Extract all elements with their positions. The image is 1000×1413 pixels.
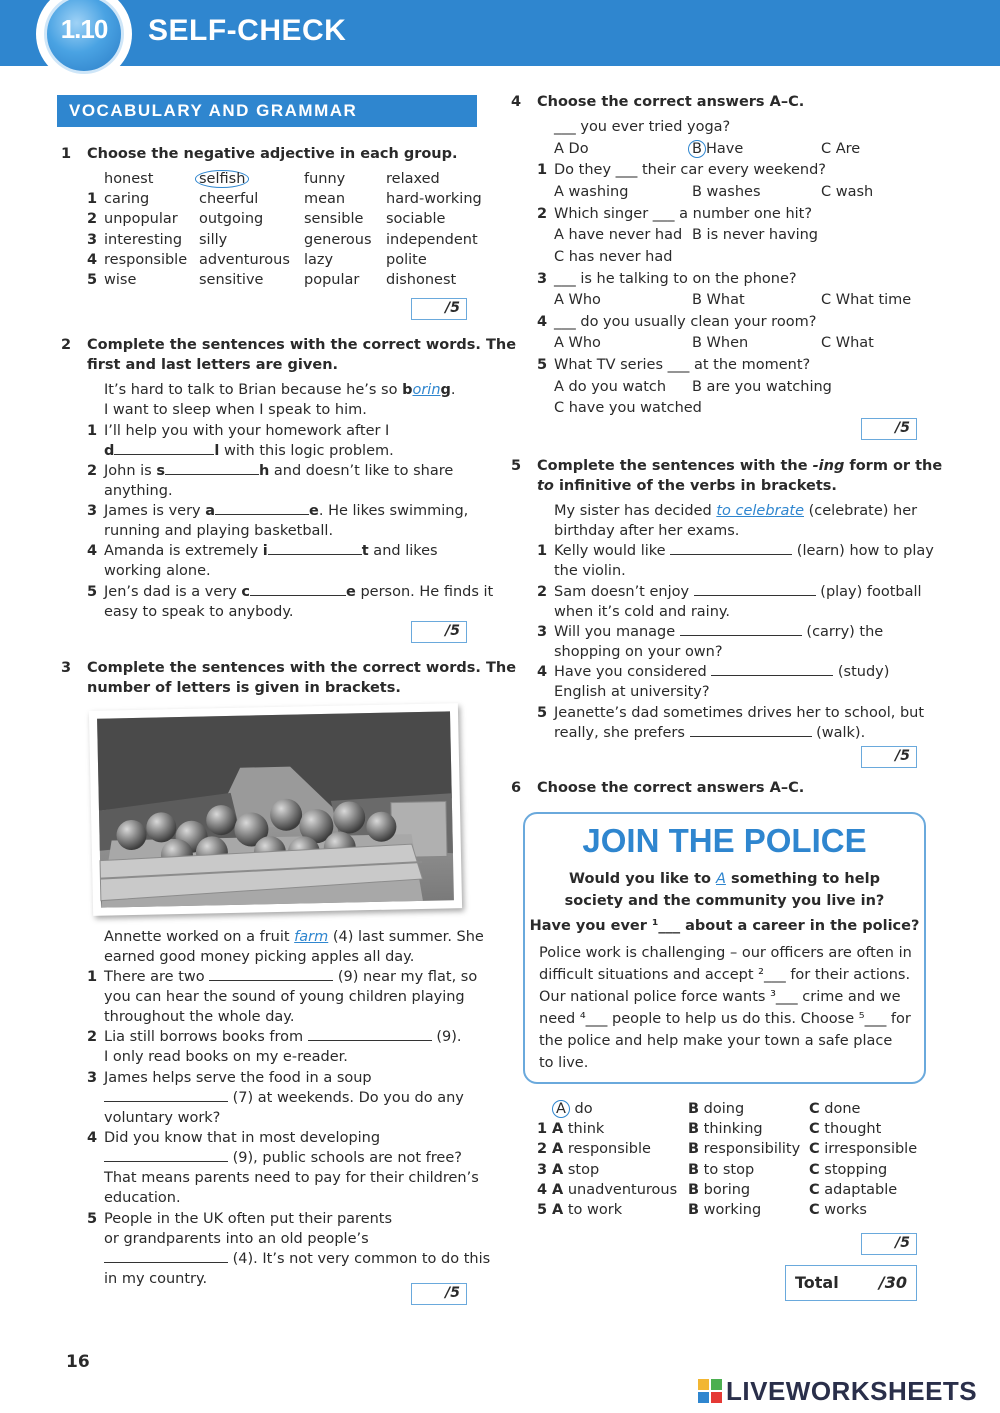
q5-item2-blank[interactable]	[694, 583, 816, 596]
q1-instruction: Choose the negative adjective in each group.	[87, 146, 458, 162]
q2-example: It’s hard to talk to Brian because he’s so boring.	[104, 382, 456, 398]
police-advert-para-line6: to live.	[539, 1055, 589, 1071]
q4-example-option-b[interactable]: B Have	[688, 139, 743, 159]
q1-word-option[interactable]: responsible	[104, 251, 188, 268]
q2-item-number: 2	[87, 463, 98, 479]
q6-option-letter: B	[688, 1202, 700, 1218]
q6-option-b[interactable]: B responsibility	[688, 1141, 801, 1158]
q6-option-letter: C	[809, 1161, 820, 1178]
q3-item3-line1: James helps serve the food in a soup	[104, 1070, 372, 1086]
q3-item5-line3: (4). It’s not very common to do this	[104, 1249, 490, 1269]
q4-item1-option-b[interactable]: B washes	[692, 184, 761, 200]
q3-item5-line1: People in the UK often put their parents	[104, 1211, 393, 1227]
q4-item4-option-a[interactable]: A Who	[554, 335, 601, 351]
q5-example-line2: birthday after her exams.	[554, 523, 740, 539]
q3-item5-line2: or grandparents into an old people’s	[104, 1231, 369, 1247]
q3-example-line1: Annette worked on a fruit farm (4) last summer. She	[104, 929, 484, 945]
q6-option-letter: C	[809, 1121, 820, 1138]
q1-row-number: 5	[87, 272, 98, 288]
q1-word-option[interactable]: dishonest	[386, 272, 457, 288]
police-advert-para-line2: difficult situations and accept ²___ for their actions.	[539, 967, 911, 983]
q6-option-letter: A	[552, 1121, 564, 1138]
q4-item-number: 1	[537, 162, 548, 178]
q6-row-number: 4	[537, 1181, 548, 1198]
q5-item3-line1: Will you manage (carry) the	[554, 624, 884, 640]
q2-item5-line1: Jen’s dad is a very c e person. He finds it	[104, 584, 494, 600]
q5-item5-line1: Jeanette’s dad sometimes drives her to school, but	[554, 705, 925, 721]
q6-option-b[interactable]: B thinking	[688, 1121, 763, 1138]
police-advert-para-line4: need ⁴___ people to help us do this. Choose ⁵___ for	[539, 1011, 911, 1027]
q4-item4-question: ___ do you usually clean your room?	[554, 314, 817, 330]
q3-item5-blank[interactable]	[104, 1250, 228, 1263]
q4-item5-option-c[interactable]: C have you watched	[554, 400, 702, 416]
q6-option-letter: B	[688, 1181, 700, 1198]
police-advert-line2: society and the community you live in?	[564, 893, 885, 909]
q5-item4-blank[interactable]	[711, 663, 833, 676]
q2-item2-line1: John is s h and doesn’t like to share	[104, 463, 454, 479]
q6-row-number: 3	[537, 1161, 548, 1178]
q2-item-number: 4	[87, 543, 98, 559]
q3-instruction-line1: Complete the sentences with the correct words. The	[87, 660, 517, 676]
q5-item4-line2: English at university?	[554, 684, 710, 700]
q2-item-number: 3	[87, 503, 98, 519]
q1-word-option[interactable]: sensible	[304, 211, 364, 228]
q3-item3-blank[interactable]	[104, 1089, 228, 1102]
q1-row-number: 2	[87, 211, 98, 228]
q2-item4-line2: working alone.	[104, 563, 211, 579]
q1-word-option[interactable]: caring	[104, 191, 150, 208]
q4-item4-option-b[interactable]: B When	[692, 335, 749, 351]
q3-item1-line2: you can hear the sound of young children playing	[104, 989, 465, 1005]
q4-item2-option-c[interactable]: C has never had	[554, 249, 673, 265]
police-advert-title: JOIN THE POLICE	[582, 822, 867, 859]
q6-option-c[interactable]: C thought	[809, 1121, 882, 1138]
q6-option-letter: A	[552, 1161, 564, 1178]
q4-item4-option-c[interactable]: C What	[821, 335, 874, 351]
q5-score-box[interactable]: /5	[861, 746, 917, 768]
q5-item-number: 2	[537, 584, 548, 600]
q4-instruction: Choose the correct answers A–C.	[537, 94, 805, 110]
q6-option-letter: B	[688, 1141, 700, 1158]
lesson-badge-number: 1.10	[60, 14, 108, 44]
q6-option-b[interactable]: B to stop	[688, 1161, 755, 1178]
total-label: Total	[795, 1273, 839, 1292]
q6-option-letter: A	[552, 1202, 564, 1218]
q2-item-number: 5	[87, 584, 98, 600]
q4-item5-option-a[interactable]: A do you watch	[554, 379, 667, 395]
q6-row-number: 5	[537, 1202, 548, 1218]
q1-word-option[interactable]: funny	[304, 171, 346, 187]
q3-item4-line1: Did you know that in most developing	[104, 1130, 381, 1146]
q3-item-number: 2	[87, 1029, 98, 1045]
q4-score-box[interactable]: /5	[861, 418, 917, 440]
total-score: /30	[878, 1273, 907, 1292]
q2-number: 2	[61, 337, 72, 353]
q1-word-option[interactable]: sociable	[386, 211, 446, 228]
q2-item3-line2: running and playing basketball.	[104, 523, 334, 539]
q2-example-line2: I want to sleep when I speak to him.	[104, 402, 367, 418]
q1-word-option[interactable]: selfish	[199, 169, 249, 189]
q6-option-a[interactable]: A think	[552, 1121, 605, 1138]
q5-number: 5	[511, 458, 522, 474]
q4-example: ___ you ever tried yoga?	[554, 119, 731, 135]
q6-option-c[interactable]: C irresponsible	[809, 1141, 918, 1158]
q6-option-letter: C	[809, 1202, 820, 1218]
q5-item1-line2: the violin.	[554, 563, 626, 579]
q5-item2-line2: when it’s cold and rainy.	[554, 604, 731, 620]
q6-option-a[interactable]: A responsible	[552, 1141, 651, 1158]
q5-item1-line1: Kelly would like (learn) how to play	[554, 543, 934, 559]
q1-word-option[interactable]: sensitive	[199, 272, 264, 288]
q2-item4-line1: Amanda is extremely i t and likes	[104, 543, 438, 559]
q4-item3-question: ___ is he talking to on the phone?	[554, 271, 797, 287]
q5-item1-blank[interactable]	[670, 542, 792, 555]
q6-option-letter: C	[809, 1101, 820, 1117]
q6-option-letter: C	[809, 1181, 820, 1198]
q6-option-letter: A	[552, 1100, 570, 1118]
q4-item3-option-c[interactable]: C What time	[821, 292, 912, 308]
q4-item-number: 2	[537, 206, 548, 222]
q3-item-number: 4	[87, 1130, 98, 1146]
police-advert-para-line3: Our national police force wants ³___ crime and we	[539, 989, 901, 1005]
police-advert-para-line5: the police and help make your town a safe place	[539, 1033, 893, 1049]
q5-example-line1: My sister has decided to celebrate (celebrate) her	[554, 503, 918, 519]
section-heading-text: VOCABULARY AND GRAMMAR	[69, 101, 358, 120]
q6-option-b[interactable]: B boring	[688, 1181, 751, 1198]
q2-item4-blank[interactable]	[268, 542, 362, 555]
q1-word-option[interactable]: polite	[386, 251, 427, 268]
q4-example-option-a[interactable]: A Do	[554, 141, 589, 157]
q5-item-number: 1	[537, 543, 548, 559]
q4-item1-question: Do they ___ their car every weekend?	[554, 162, 826, 178]
q3-item2-blank[interactable]	[308, 1028, 432, 1041]
q1-row-number: 4	[87, 251, 98, 268]
q1-word-option[interactable]: interesting	[104, 231, 183, 248]
q1-word-option[interactable]: generous	[304, 231, 372, 248]
q4-item3-option-b[interactable]: B What	[692, 292, 745, 308]
q3-item1-line1: There are two (9) near my flat, so	[104, 969, 478, 985]
q1-score-box[interactable]: /5	[411, 298, 467, 320]
q4-example-option-c[interactable]: C Are	[821, 141, 861, 157]
q4-item2-question: Which singer ___ a number one hit?	[554, 206, 813, 222]
q5-item5-line2: really, she prefers (walk).	[554, 725, 866, 741]
q4-item-number: 5	[537, 357, 548, 373]
q1-word-option[interactable]: outgoing	[199, 211, 264, 228]
q1-word-option[interactable]: relaxed	[386, 171, 440, 187]
q2-item1-line1: I’ll help you with your homework after I	[104, 423, 390, 439]
q5-item3-blank[interactable]	[680, 623, 802, 636]
police-advert-para-line1: Police work is challenging – our officers are often in	[539, 945, 912, 961]
q3-item5-line4: in my country.	[104, 1271, 208, 1287]
q6-row-number: 2	[537, 1141, 548, 1158]
q5-item3-line2: shopping on your own?	[554, 644, 723, 660]
q6-option-letter: A	[552, 1141, 564, 1158]
q6-option-letter: B	[688, 1121, 700, 1138]
q3-item2-line1: Lia still borrows books from (9).	[104, 1029, 462, 1045]
q4-item5-question: What TV series ___ at the moment?	[554, 357, 811, 373]
total-score-box[interactable]	[785, 1265, 917, 1301]
q2-item3-line1: James is very a e. He likes swimming,	[104, 503, 469, 519]
q3-item-number: 3	[87, 1070, 98, 1086]
q4-item1-option-a[interactable]: A washing	[554, 184, 629, 200]
q1-word-option[interactable]: mean	[304, 191, 346, 208]
q4-number: 4	[511, 94, 522, 110]
q1-word-option[interactable]: honest	[104, 171, 154, 187]
q6-row-number: 1	[537, 1121, 548, 1138]
page-title: SELF-CHECK	[148, 14, 347, 47]
q3-item-number: 1	[87, 969, 98, 985]
q2-item2-line2: anything.	[104, 483, 173, 499]
q6-option-letter: C	[809, 1141, 820, 1158]
q6-instruction: Choose the correct answers A–C.	[537, 780, 805, 796]
q1-row-number: 1	[87, 191, 98, 208]
q4-item5-option-b[interactable]: B are you watching	[692, 379, 832, 395]
q2-instruction-line1: Complete the sentences with the correct words. The	[87, 337, 517, 353]
q3-item4-blank[interactable]	[104, 1149, 228, 1162]
q1-word-option[interactable]: unpopular	[104, 211, 178, 228]
q1-row-number: 3	[87, 231, 98, 248]
apple-orchard-photo	[89, 703, 462, 916]
q5-instruction-line2: to infinitive of the verbs in brackets.	[537, 478, 837, 494]
q3-item4-line3: That means parents need to pay for their children’s	[104, 1170, 479, 1186]
q1-word-option[interactable]: lazy	[304, 251, 334, 268]
q6-option-b[interactable]: B working	[688, 1202, 762, 1218]
q2-score-box[interactable]: /5	[411, 621, 467, 643]
q3-number: 3	[61, 660, 72, 676]
q2-item-number: 1	[87, 423, 98, 439]
q6-option-c[interactable]: C done	[809, 1101, 861, 1117]
q6-option-a[interactable]: A unadventurous	[552, 1181, 678, 1198]
q3-item-number: 5	[87, 1211, 98, 1227]
q1-word-option[interactable]: independent	[386, 231, 478, 248]
q1-word-option[interactable]: wise	[104, 272, 137, 288]
q3-item3-line2: (7) at weekends. Do you do any	[104, 1088, 464, 1108]
q4-item-number: 4	[537, 314, 548, 330]
q2-instruction-line2: first and last letters are given.	[87, 357, 339, 373]
q5-item-number: 3	[537, 624, 548, 640]
q3-example-line2: earned good money picking apples all day.	[104, 949, 415, 965]
q6-option-c[interactable]: C works	[809, 1202, 867, 1218]
q2-item1-line2: d l with this logic problem.	[104, 443, 394, 459]
q5-item-number: 5	[537, 705, 548, 721]
police-advert-line1: Would you like to A something to help	[569, 871, 880, 887]
q4-item-number: 3	[537, 271, 548, 287]
q1-word-option[interactable]: popular	[304, 272, 360, 288]
q5-instruction-line1: Complete the sentences with the -ing form or the	[537, 458, 943, 474]
q6-option-c[interactable]: C stopping	[809, 1161, 888, 1178]
q4-item1-option-c[interactable]: C wash	[821, 184, 874, 200]
liveworksheets-logo-text: LIVEWORKSHEETS	[726, 1376, 978, 1406]
q6-option-letter: A	[552, 1181, 564, 1198]
q6-option-a[interactable]: A stop	[552, 1161, 600, 1178]
q2-item5-blank[interactable]	[250, 583, 346, 596]
q5-item2-line1: Sam doesn’t enjoy (play) football	[554, 584, 922, 600]
q1-number: 1	[61, 146, 72, 162]
q3-item4-line2: (9), public schools are not free?	[104, 1148, 462, 1168]
q6-option-b[interactable]: B doing	[688, 1101, 745, 1117]
q3-instruction-line2: number of letters is given in brackets.	[87, 680, 401, 696]
q6-score-box[interactable]: /5	[861, 1233, 917, 1255]
page-number: 16	[66, 1352, 90, 1372]
q2-item1-blank[interactable]	[114, 442, 214, 455]
q1-word-option[interactable]: adventurous	[199, 251, 290, 268]
section-heading	[57, 95, 477, 127]
q5-item4-line1: Have you considered (study)	[554, 664, 890, 680]
q3-score-box[interactable]: /5	[411, 1283, 467, 1305]
q3-item1-blank[interactable]	[209, 968, 333, 981]
liveworksheets-logo-icon	[698, 1379, 722, 1403]
q5-item-number: 4	[537, 664, 548, 680]
q5-item5-blank[interactable]	[690, 724, 812, 737]
q2-item2-blank[interactable]	[165, 462, 259, 475]
q4-item2-option-b[interactable]: B is never having	[692, 227, 819, 243]
q3-item1-line3: throughout the whole day.	[104, 1009, 295, 1025]
q1-word-option[interactable]: silly	[199, 231, 228, 248]
q1-word-option[interactable]: cheerful	[199, 191, 259, 208]
q6-option-a[interactable]: A to work	[552, 1202, 623, 1218]
q2-item3-blank[interactable]	[215, 502, 309, 515]
q2-item5-line2: easy to speak to anybody.	[104, 604, 294, 620]
q4-item2-option-a[interactable]: A have never had	[554, 227, 683, 243]
q6-number: 6	[511, 780, 522, 796]
q3-item3-line3: voluntary work?	[104, 1110, 221, 1126]
police-advert-line3: Have you ever ¹___ about a career in the police?	[529, 918, 920, 934]
q6-option-c[interactable]: C adaptable	[809, 1181, 898, 1198]
q6-option-letter: B	[688, 1161, 700, 1178]
q3-item4-line4: education.	[104, 1190, 181, 1206]
q3-item2-line2: I only read books on my e-reader.	[104, 1049, 348, 1065]
q1-word-option[interactable]: hard-working	[386, 191, 482, 208]
q4-item3-option-a[interactable]: A Who	[554, 292, 601, 308]
q6-option-a[interactable]: A do	[552, 1099, 593, 1119]
q6-option-letter: B	[688, 1101, 700, 1117]
